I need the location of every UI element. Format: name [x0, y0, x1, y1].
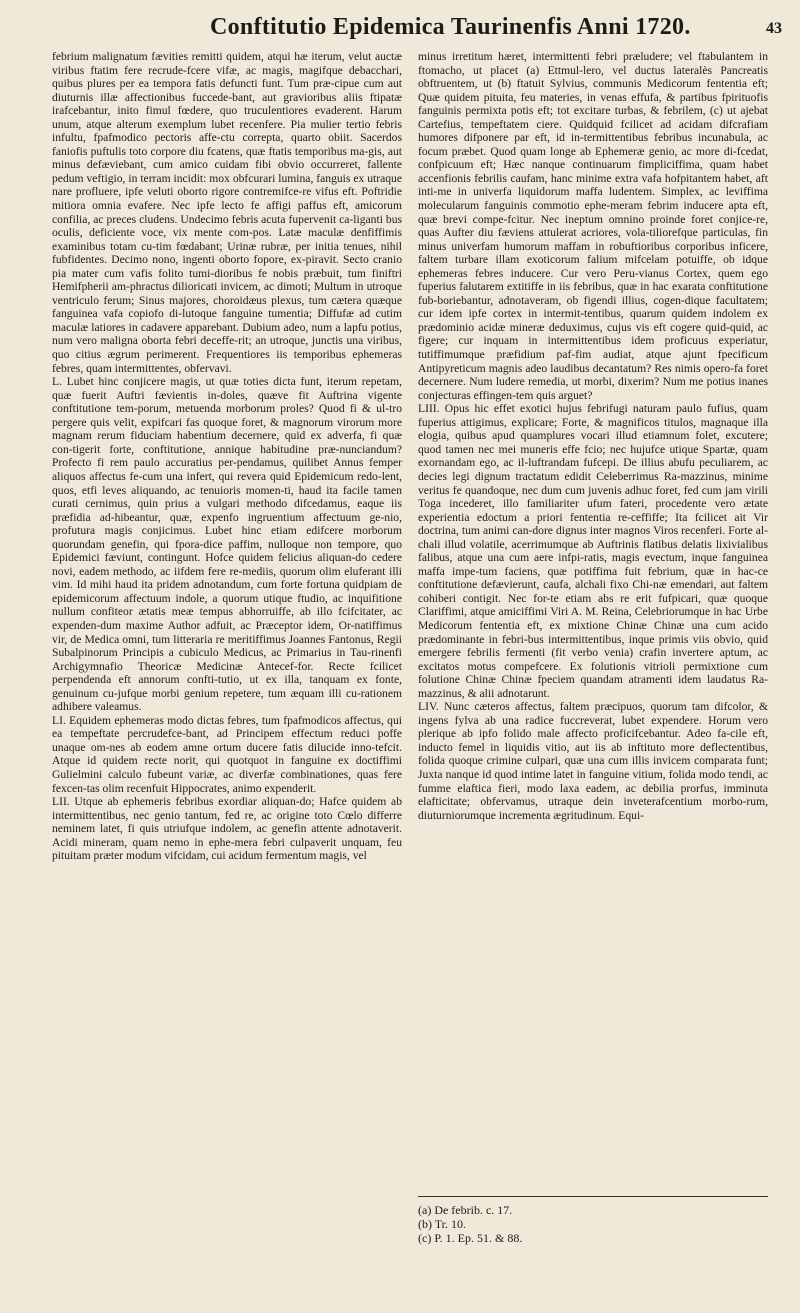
left-text-column: febrium malignatum fævities remitti quidem, atqui hæ iterum, velut auctæ viribus ftatim fere recrude-fcere vifæ, ac magis, magifque debacchari, quibus plures per ea tempora fatis defuncti funt. Tum præ-cipue cum aut diuturnis illæ affectionibus fuccede-bant, aut gravioribus aliis ftipatæ irafcebantur, inito fimul fœdere, quo truculentiores evaderent. Harum unum, atque alterum exemplum lubet recenfere. Pia mulier tertio febris infultu, fpafmodico pectoris affe-ctu correpta, quarto obiit. Sacerdos faniofis puftulis toto corpore diu fcatens, quæ ftatis temporibus ma-gis, aut minus defæviebant, cum amico cuidam fibi obvio occurreret, fallente pedum veftigio, in terram incidit: mox obfcurari lumina, fanguis ex utraque nare profluere, ipfe veluti oborto rigore contremifce-re vifus eft. Poftridie mitiora omnia evafere. Nec ipfe lecto fe affigi paffus eft, amicorum confilia, ac preces cludens. Undecimo febris acuta fupervenit ca-liganti bus oculis, deficiente voce, vix mente com-pos. Latæ maculæ denfiffimis examinibus totam cu-tim fœdabant; Urinæ rubræ, per initia tenues, nihil fubfidentes. Decimo nono, ingenti oborto fopore, ex-piravit. Secto cranio pia mater cum vafis folito tumi-dioribus fe nobis præbuit, tum finiftri Hemifpherii am-phractus dilioricati invicem, ac dimoti; Multum in utroque ventriculo ferum; Sinus majores, choroidæus plexus, tum cætera quæque fanguinea vafa copiofo di-lutoque fanguine tumentia; Diffufæ ad cutim maculæ latiores in cadavere apparebant. Dubium adeo, num a lapfu potius, num vero maligna oborta febri deceffe-rit; an utroque, junctis una viribus, quo citius ægrum perimerent. Frequentiores iis temporibus ephemeras febres, quam intermittentes, obfervavi. L. Lubet hinc conjicere magis, ut quæ toties dicta funt, iterum repetam, quæ fuerit Auftri fævientis in-doles, quæve fit Auftrina vigente conftitutione tem-porum, metuenda morborum proles? Quod fi & ul-tro pergere quis velit, expifcari fas quoque foret, & magnorum virorum more magnam rerum fiduciam habentium decernere, quid ex adverfa, fi quæ con-tigerit forte, conftitutione, annique habitudine præ-nunciandum? Profecto fi rem paulo accuratius per-pendamus, quilibet Annus femper aliquos affectus fe-cum una infert, qui revera quid Epidemicum redo-lent, quos, etfi leves aliquando, ac tenuioris momen-ti, haud ita facile tamen curati cernimus, quin prius a vulgari methodo difcedamus, eaque iis præfidia ad-hibeantur, quæ, expenfo ingruentium affectuum ge-nio, profutura magis conjicimus. Lubet hinc etiam edifcere morborum quorundam genefin, qui fpora-dice paffim, nulloque non tempore, quo Epidemici fæviunt, contingunt. Hofce quidem felicius aliquan-do cedere novi, eadem methodo, ac iifdem fere re-mediis, quorum olim eluferant illi vim. Id mihi haud ita pridem adnotandum, cum forte fortuna quidpiam de epidemicorum affectuum indole, a quorum utique ftudio, ac inquifitione nullum confiteor ætatis meæ tempus abhorruiffe, ab illo fcifcitater, ac expenden-dum maxime Author adfuit, ac Præceptor idem, Or-natiffimus vir, de Medica omni, tum litteraria re meritiffimus Joannes Fantonus, Regii Subalpinorum Principis a cubiculo Medicus, ac Primarius in Tau-rinenfi Archigymnafio Theoricæ Medicinæ Antecef-for. Recte fcilicet perpendenda eft annorum confti-tutio, ut ex illa, tanquam ex fonte, genuinum cu-jufque morbi genium repetere, tum æquam illi cu-rationem adhibere valeamus. LI. Equidem ephemeras modo dictas febres, tum fpafmodicos affectus, qui ea tempeftate percrudefce-bant, ad Principem effectum reduci poffe unaque om-nes ab eodem amne ortum ducere fatis dilucide inno-tefcit. Atque id quidem recte norit, qui quotquot in fanguine ex doctiffimi Gulielmini calculo fubeunt variæ, ac diverfæ combinationes, quas fere fexcen-tas olim recenfuit Hippocrates, animo expenderit. LII. Utque ab ephemeris febribus exordiar aliquan-do; Hafce quidem ab intermittentibus, nec genio tantum, fed re, ac origine toto Cœlo differre neminem latet, fi quis utriufque indolem, ac genefin attente adnotaverit. Acidi mineram, quam nemo in ephe-mera febri culpaverit unquam, feu pituitam præter modum vifcidam, cui acidum fermentum magis, vel [52, 50, 402, 863]
footnote-b: (b) Tr. 10. [418, 1217, 467, 1231]
footnote-c: (c) P. 1. Ep. 51. & 88. [418, 1231, 523, 1245]
running-title: Conftitutio Epidemica Taurinenfis Anni 1720. [210, 14, 691, 40]
footnote-divider [418, 1196, 768, 1197]
page-number: 43 [766, 20, 782, 37]
footnotes [418, 1196, 768, 1245]
right-text-column: minus irretitum hæret, intermittenti febri præludere; vel ftabulantem in ftomacho, ut placet (a) Ettmul-lero, vel ductus lateralès Pancreatis obftruentem, ut (b) ftatuit Sylvius, communis Medicorum fententia eft; Quæ quidem pituita, feu materies, in venas effufa, & partibus fpirituofis fanguinis permixta potis eft; tot excitare turbas, & febrilem, (c) ut ajebat Cartefius, tempeftatem ciere. Quidquid fcilicet ad acidam difcrafiam humores difponere par eft, id in-termittentibus febribus incunabula, ac focum præbet. Quod quam longe ab Ephemeræ genio, ac more di-fcedat, confpicuum eft; Hæc nanque continuarum fimpliciffima, quam habet accenfionis febrilis caufam, hanc minime extra vafa hofpitantem habet, aft inti-me in univerfa liquidorum maffa ludentem. Simplex, ac leviffima molecularum fanguinis commotio ephe-meram febrim inducere apta eft, quæ brevi compe-fcitur. Nec ineptum omnino proinde foret conjice-re, quas Aufter diu fæviens attulerat acriores, vola-tiliorefque particulas, fin minus univerfam humorum maffam in robuftioribus corporibus inficere, faltem turbare illam exoticorum falium mifcelam potuiffe, ob idque ephemeras febres inducere. Cur vero Peru-vianus Cortex, quem ego fuperius falutarem extitiffe in iis febribus, quæ in hac exarata conftitutione fub-boriebantur, adnotaveram, ob figendi illius, cogen-dique facultatem; cur idem ipfe cortex in intermit-tentibus, quarum quidem indolem ex prædominio acidæ mineræ deduximus, cujus vis eft cogere quid-quid, ac figere; cur inquam in intermittentibus idem proficuus experiatur, tutiffimumque præfidium paf-fim audiat, atque ajunt fpecificum Antipyreticum magnis adeo laudibus decantatum? Res nimis opero-fa foret decernere. Num ludere remedia, ut morbi, dixerim? Num me potius inanes conjecturas effingen-tem quis arguet? LIII. Opus hic effet exotici hujus febrifugi naturam paulo fufius, quam fuperius attigimus, explicare; Forte, & magnificos titulos, magnaque illa elogia, quibus apud quamplures vocari illud etiamnum folet, excutere; quod tamen nec mei muneris effe fcio; nec hujufce utique Spartæ, quam exornandam ego, ac il-luftrandam fufcepi. De illius abufu peculiarem, ac decies legi dignum tractatum edidit Celeberrimus Ra-mazzinus, minime veritus fe quandoque, nec dum cum juvenis adhuc foret, fed cum jam virili Toga incederet, illo familiariter ufum fateri, procedente vero ætate experientia edoctum a priori fententia re-ceffiffe; Ita fcilicet ait Vir doctrina, tum animi can-dore dignus inter magnos Viros recenferi. Forte al-chali illud volatile, acerrimumque ab Auftrinis flatibus delatis lixivialibus falibus, atque una cum aere infpi-ratis, magis evectum, inque fanguinea maffa impe-tum faciens, quæ potiffima fuit febrium, quæ in hac-ce conftitutione defævierunt, caufa, alchali fixo Chi-næ emendari, aut faltem cohiberi contigit. Nec for-te etiam abs re erit fufpicari, quæ quoque Clariffimi, atque amiciffimi Viri A. M. Reina, Celebriorumque in hac Urbe Medicorum fententia eft, ex mixtione Chinæ Chinæ una cum acido prædominante in febri-bus intermittentibus, inque primis viis obvio, quid emergere febrilis fermenti (fit verbo venia) crafin invertere aptum, ac excitatos motus compefcere. Ex folutionis vitrioli permixtione cum folutione Chinæ Chinæ fpeciem quandam atramenti idem laudatus Ra-mazzinus, & alii adnotarunt. LIV. Nunc cæteros affectus, faltem præcipuos, quorum tam difcolor, & ingens fylva ab una radice fuccreverat, lubet expendere. Horum vero plerique ab ipfo folido male affecto proficifcebantur. Adeo fa-cile eft, inducto femel in liquidis vitio, aut iis ab inftituto more deflectentibus, folida quoque crimine culpari, quæ una cum illis invicem comparata funt; Juxta nanque id quod intime latet in fanguine vitium, folida modo tendi, ac fumme elaftica fieri, modo laxa eadem, ac debilia prorfus, imminuta elafticitate; obfervamus, utraque dein inveterafcentium morbo-rum, diuturniorumque incrementa ægritudinum. Equi- [418, 50, 768, 822]
footnote-a: (a) De febrib. c. 17. [418, 1203, 513, 1217]
running-header [0, 8, 800, 48]
